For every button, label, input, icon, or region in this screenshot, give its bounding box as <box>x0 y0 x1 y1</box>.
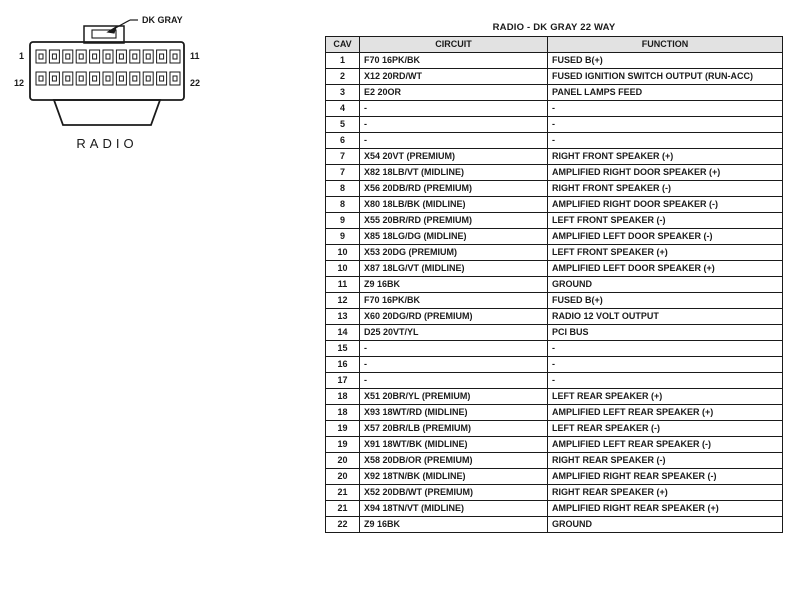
circuit-cell: X93 18WT/RD (MIDLINE) <box>360 405 548 421</box>
table-row <box>326 405 783 421</box>
circuit-cell: Z9 16BK <box>360 277 548 293</box>
circuit-cell: - <box>360 133 548 149</box>
function-cell: RIGHT REAR SPEAKER (+) <box>548 485 783 501</box>
cav-cell: 11 <box>326 277 360 293</box>
function-cell: PANEL LAMPS FEED <box>548 85 783 101</box>
function-cell: FUSED B(+) <box>548 293 783 309</box>
circuit-cell: F70 16PK/BK <box>360 53 548 69</box>
table-row <box>326 85 783 101</box>
header-cav: CAV <box>326 37 360 53</box>
table-row <box>326 517 783 533</box>
table-row <box>326 341 783 357</box>
table-header-row <box>326 37 783 53</box>
table-row <box>326 181 783 197</box>
circuit-cell: X80 18LB/BK (MIDLINE) <box>360 197 548 213</box>
circuit-cell: F70 16PK/BK <box>360 293 548 309</box>
circuit-cell: X55 20BR/RD (PREMIUM) <box>360 213 548 229</box>
circuit-cell: X58 20DB/OR (PREMIUM) <box>360 453 548 469</box>
table-row <box>326 277 783 293</box>
table-row <box>326 245 783 261</box>
cav-cell: 18 <box>326 405 360 421</box>
circuit-cell: X94 18TN/VT (MIDLINE) <box>360 501 548 517</box>
connector-svg <box>4 6 254 186</box>
pin-number-bottom-left: 12 <box>13 78 24 88</box>
function-cell: AMPLIFIED RIGHT DOOR SPEAKER (+) <box>548 165 783 181</box>
function-cell: AMPLIFIED LEFT DOOR SPEAKER (-) <box>548 229 783 245</box>
function-cell: RIGHT REAR SPEAKER (-) <box>548 453 783 469</box>
circuit-cell: X52 20DB/WT (PREMIUM) <box>360 485 548 501</box>
table-row <box>326 389 783 405</box>
circuit-cell: X56 20DB/RD (PREMIUM) <box>360 181 548 197</box>
cav-cell: 7 <box>326 149 360 165</box>
function-cell: AMPLIFIED LEFT REAR SPEAKER (+) <box>548 405 783 421</box>
pin-number-top-right: 11 <box>190 51 200 61</box>
function-cell: - <box>548 117 783 133</box>
cav-cell: 7 <box>326 165 360 181</box>
pin-number-top-left: 1 <box>18 51 24 61</box>
table-row <box>326 261 783 277</box>
circuit-cell: - <box>360 373 548 389</box>
pinout-table <box>325 36 783 533</box>
circuit-cell: Z9 16BK <box>360 517 548 533</box>
function-cell: - <box>548 101 783 117</box>
cav-cell: 13 <box>326 309 360 325</box>
table-row <box>326 437 783 453</box>
table-row <box>326 53 783 69</box>
cav-cell: 1 <box>326 53 360 69</box>
cav-cell: 16 <box>326 357 360 373</box>
table-row <box>326 501 783 517</box>
function-cell: LEFT REAR SPEAKER (+) <box>548 389 783 405</box>
circuit-cell: X57 20BR/LB (PREMIUM) <box>360 421 548 437</box>
table-row <box>326 165 783 181</box>
connector-body <box>30 42 184 100</box>
function-cell: RADIO 12 VOLT OUTPUT <box>548 309 783 325</box>
table-row <box>326 357 783 373</box>
circuit-cell: X51 20BR/YL (PREMIUM) <box>360 389 548 405</box>
table-row <box>326 293 783 309</box>
connector-shroud <box>54 100 160 125</box>
table-title: RADIO - DK GRAY 22 WAY <box>492 22 616 33</box>
cav-cell: 15 <box>326 341 360 357</box>
cav-cell: 20 <box>326 453 360 469</box>
cav-cell: 6 <box>326 133 360 149</box>
pinout-table-body <box>326 53 783 533</box>
connector-pins <box>36 50 180 85</box>
dk-gray-label: DK GRAY <box>142 15 183 25</box>
circuit-cell: - <box>360 341 548 357</box>
cav-cell: 8 <box>326 197 360 213</box>
connector-latch-tab <box>84 26 124 43</box>
function-cell: RIGHT FRONT SPEAKER (+) <box>548 149 783 165</box>
table-row <box>326 421 783 437</box>
circuit-cell: X54 20VT (PREMIUM) <box>360 149 548 165</box>
cav-cell: 9 <box>326 213 360 229</box>
table-row <box>326 453 783 469</box>
cav-cell: 10 <box>326 261 360 277</box>
function-cell: FUSED B(+) <box>548 53 783 69</box>
function-cell: GROUND <box>548 277 783 293</box>
circuit-cell: X12 20RD/WT <box>360 69 548 85</box>
cav-cell: 4 <box>326 101 360 117</box>
cav-cell: 19 <box>326 437 360 453</box>
function-cell: LEFT FRONT SPEAKER (-) <box>548 213 783 229</box>
function-cell: RIGHT FRONT SPEAKER (-) <box>548 181 783 197</box>
circuit-cell: X60 20DG/RD (PREMIUM) <box>360 309 548 325</box>
table-row <box>326 101 783 117</box>
circuit-cell: X82 18LB/VT (MIDLINE) <box>360 165 548 181</box>
circuit-cell: X91 18WT/BK (MIDLINE) <box>360 437 548 453</box>
circuit-cell: X53 20DG (PREMIUM) <box>360 245 548 261</box>
circuit-cell: E2 20OR <box>360 85 548 101</box>
cav-cell: 20 <box>326 469 360 485</box>
function-cell: AMPLIFIED RIGHT REAR SPEAKER (-) <box>548 469 783 485</box>
cav-cell: 22 <box>326 517 360 533</box>
connector-name-label: RADIO <box>76 136 138 151</box>
function-cell: AMPLIFIED LEFT REAR SPEAKER (-) <box>548 437 783 453</box>
table-row <box>326 309 783 325</box>
circuit-cell: - <box>360 117 548 133</box>
function-cell: FUSED IGNITION SWITCH OUTPUT (RUN-ACC) <box>548 69 783 85</box>
circuit-cell: X92 18TN/BK (MIDLINE) <box>360 469 548 485</box>
function-cell: PCI BUS <box>548 325 783 341</box>
function-cell: GROUND <box>548 517 783 533</box>
circuit-cell: - <box>360 101 548 117</box>
table-row <box>326 149 783 165</box>
function-cell: AMPLIFIED RIGHT DOOR SPEAKER (-) <box>548 197 783 213</box>
function-cell: LEFT FRONT SPEAKER (+) <box>548 245 783 261</box>
table-row <box>326 69 783 85</box>
function-cell: - <box>548 357 783 373</box>
cav-cell: 17 <box>326 373 360 389</box>
table-row <box>326 197 783 213</box>
circuit-cell: X85 18LG/DG (MIDLINE) <box>360 229 548 245</box>
circuit-cell: X87 18LG/VT (MIDLINE) <box>360 261 548 277</box>
function-cell: - <box>548 341 783 357</box>
cav-cell: 3 <box>326 85 360 101</box>
function-cell: - <box>548 373 783 389</box>
cav-cell: 9 <box>326 229 360 245</box>
table-row <box>326 325 783 341</box>
cav-cell: 18 <box>326 389 360 405</box>
cav-cell: 12 <box>326 293 360 309</box>
header-circuit: CIRCUIT <box>360 37 548 53</box>
function-cell: AMPLIFIED RIGHT REAR SPEAKER (+) <box>548 501 783 517</box>
connector-diagram <box>4 6 254 186</box>
cav-cell: 19 <box>326 421 360 437</box>
function-cell: LEFT REAR SPEAKER (-) <box>548 421 783 437</box>
function-cell: AMPLIFIED LEFT DOOR SPEAKER (+) <box>548 261 783 277</box>
cav-cell: 8 <box>326 181 360 197</box>
cav-cell: 10 <box>326 245 360 261</box>
pin-number-bottom-right: 22 <box>190 78 201 88</box>
table-row <box>326 469 783 485</box>
circuit-cell: D25 20VT/YL <box>360 325 548 341</box>
cav-cell: 21 <box>326 485 360 501</box>
table-row <box>326 485 783 501</box>
header-function: FUNCTION <box>548 37 783 53</box>
cav-cell: 21 <box>326 501 360 517</box>
cav-cell: 14 <box>326 325 360 341</box>
table-row <box>326 229 783 245</box>
function-cell: - <box>548 133 783 149</box>
cav-cell: 2 <box>326 69 360 85</box>
table-row <box>326 133 783 149</box>
table-row <box>326 213 783 229</box>
circuit-cell: - <box>360 357 548 373</box>
table-row <box>326 373 783 389</box>
pinout-section <box>325 22 783 533</box>
table-row <box>326 117 783 133</box>
cav-cell: 5 <box>326 117 360 133</box>
